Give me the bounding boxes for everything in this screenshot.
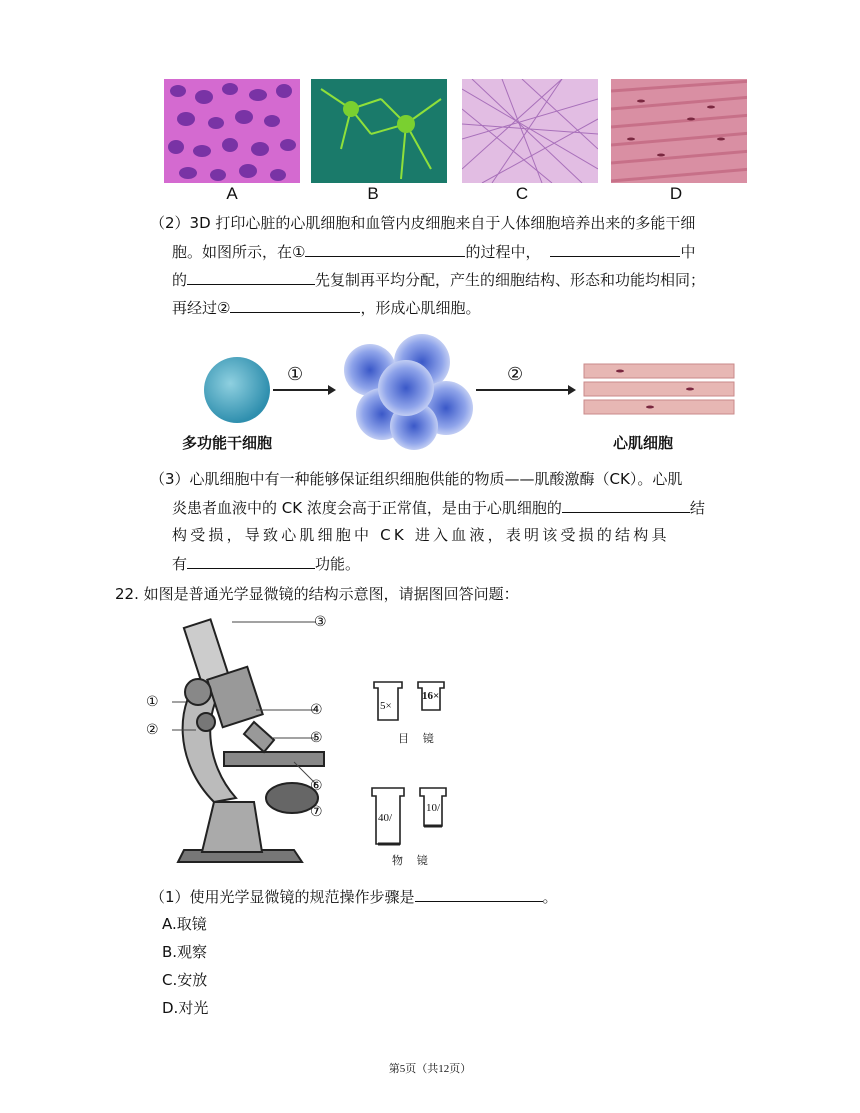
photo-label-d: D — [669, 184, 683, 203]
label-6: ⑥ — [310, 778, 323, 794]
q2-line1-text: （2）3D 打印心脏的心肌细胞和血管内皮细胞来自于人体细胞培养出来的多能干细 — [150, 214, 696, 232]
label-2: ② — [146, 722, 159, 738]
label-4: ④ — [310, 702, 323, 718]
photo-a — [164, 79, 300, 183]
option-c[interactable]: C.安放 — [162, 971, 208, 989]
label-3: ③ — [314, 614, 327, 630]
q2-line1 — [150, 213, 695, 233]
label-1: ① — [146, 694, 159, 710]
answer-blank-3[interactable] — [187, 269, 315, 285]
q2-line4-a: 再经过② — [172, 299, 231, 317]
tissue-a-image — [164, 79, 300, 183]
tissue-b-image — [311, 79, 447, 183]
photo-label-b: B — [367, 184, 379, 203]
q3-line1 — [150, 469, 682, 489]
q3-line3 — [172, 525, 670, 545]
label-7: ⑦ — [310, 804, 323, 820]
q3-line2-a: 炎患者血液中的 CK 浓度会高于正常值，是由于心肌细胞的 — [172, 499, 562, 517]
cell-cluster-icon — [344, 334, 473, 450]
q2-line2 — [172, 241, 695, 262]
q3-line1-text: （3）心肌细胞中有一种能够保证组织细胞供能的物质——肌酸激酶（CK）。心肌 — [150, 470, 683, 488]
answer-blank-1[interactable] — [305, 241, 465, 257]
q3-line3-text: 构受损，导致心肌细胞中 CK 进入血液，表明该受损的结构具 — [172, 526, 670, 544]
eyepiece-16x: 16× — [422, 690, 440, 702]
objective-caption: 物 镜 — [392, 855, 428, 867]
cell-diagram — [170, 330, 750, 460]
q2-line2-b: 的过程中， — [465, 243, 541, 261]
stem-cell-icon — [204, 357, 270, 423]
answer-blank-7[interactable] — [415, 886, 543, 902]
option-d[interactable]: D.对光 — [162, 999, 209, 1017]
option-a[interactable]: A.取镜 — [162, 915, 207, 933]
q2-line2-c: 中 — [680, 243, 696, 261]
photo-label-a: A — [226, 184, 238, 203]
q2-line3 — [172, 269, 705, 290]
objective-40: 40/ — [378, 812, 393, 824]
answer-blank-4[interactable] — [230, 297, 360, 313]
tissue-c-image — [462, 79, 598, 183]
cardiomyocyte-label: 心肌细胞 — [613, 434, 674, 452]
eyepiece-5x: 5× — [380, 700, 392, 712]
objective-10: 10/ — [426, 802, 441, 814]
q2-line4-b: ，形成心肌细胞。 — [360, 299, 481, 317]
q22-sub1-a: （1）使用光学显微镜的规范操作步骤是 — [150, 888, 415, 906]
photo-c — [462, 79, 598, 183]
lens-figure — [368, 672, 468, 872]
q2-line2-a: 胞。如图所示，在① — [172, 243, 306, 261]
label-5: ⑤ — [310, 730, 323, 746]
arrow-label-2: ② — [507, 364, 524, 385]
page-footer: 第5页（共12页） — [388, 1063, 472, 1075]
option-b[interactable]: B.观察 — [162, 943, 208, 961]
q3-line4-a: 有 — [172, 555, 188, 573]
tissue-d-image — [611, 79, 747, 183]
answer-blank-5[interactable] — [562, 497, 690, 513]
q2-line4 — [172, 297, 480, 318]
stem-cell-label: 多功能干细胞 — [182, 434, 273, 452]
q22-title: 22. 如图是普通光学显微镜的结构示意图，请据图回答问题： — [115, 585, 519, 603]
answer-blank-6[interactable] — [187, 553, 315, 569]
answer-blank-2[interactable] — [550, 241, 680, 257]
eyepiece-caption: 目 镜 — [398, 733, 434, 745]
photo-d — [611, 79, 747, 183]
q3-line2 — [172, 497, 705, 518]
arrow-label-1: ① — [287, 364, 304, 385]
cardiomyocyte-icon — [584, 364, 734, 414]
q2-line3-b: 先复制再平均分配，产生的细胞结构、形态和功能均相同； — [315, 271, 706, 289]
q3-line4-b: 功能。 — [315, 555, 361, 573]
photo-b — [311, 79, 447, 183]
q3-line4 — [172, 553, 360, 574]
q3-line2-b: 结 — [689, 499, 705, 517]
q2-line3-a: 的 — [172, 271, 188, 289]
q22-sub1-b: 。 — [542, 888, 558, 906]
photo-label-c: C — [515, 184, 529, 203]
q22-sub1 — [150, 886, 558, 907]
